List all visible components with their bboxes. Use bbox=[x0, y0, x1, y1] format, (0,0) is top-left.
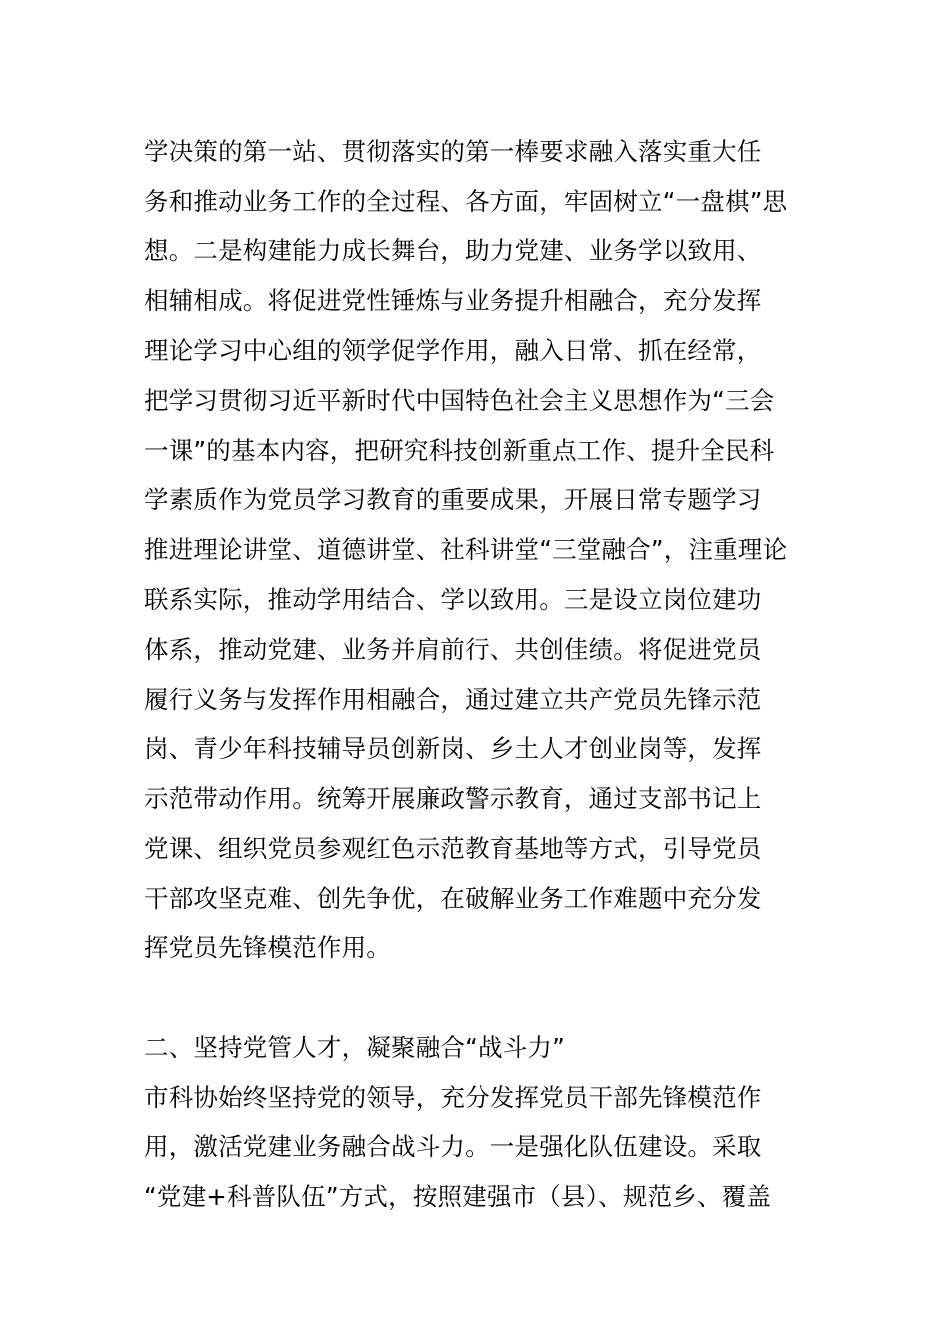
body-text-line: 学决策的第一站、贯彻落实的第一棒要求融入落实重大任 bbox=[144, 137, 762, 166]
body-text-line: 市科协始终坚持党的领导，充分发挥党员干部先锋模范作 bbox=[144, 1083, 762, 1112]
body-text-line: 把学习贯彻习近平新时代中国特色社会主义思想作为“三会 bbox=[144, 386, 775, 415]
body-text-line: 联系实际，推动学用结合、学以致用。三是设立岗位建功 bbox=[144, 585, 762, 614]
body-text-line: 干部攻坚克难、创先争优，在破解业务工作难题中充分发 bbox=[144, 884, 762, 913]
body-text-line: 挥党员先锋模范作用。 bbox=[144, 933, 391, 962]
body-text-line: 履行义务与发挥作用相融合，通过建立共产党员先锋示范 bbox=[144, 685, 762, 714]
body-text-line: 示范带动作用。统筹开展廉政警示教育，通过支部书记上 bbox=[144, 784, 762, 813]
body-text-line: 党课、组织党员参观红色示范教育基地等方式，引导党员 bbox=[144, 834, 762, 863]
body-text-line: 学素质作为党员学习教育的重要成果，开展日常专题学习 bbox=[144, 485, 762, 514]
body-text-line: 一课”的基本内容，把研究科技创新重点工作、提升全民科 bbox=[144, 436, 775, 465]
body-text-line: 用，激活党建业务融合战斗力。一是强化队伍建设。采取 bbox=[144, 1132, 762, 1161]
body-text-line: 推进理论讲堂、道德讲堂、社科讲堂“三堂融合”，注重理论 bbox=[144, 535, 788, 564]
body-text-line: “党建+科普队伍”方式，按照建强市（县）、规范乡、覆盖 bbox=[144, 1182, 772, 1211]
body-text-line: 务和推动业务工作的全过程、各方面，牢固树立“一盘棋”思 bbox=[144, 187, 788, 216]
body-text-line: 岗、青少年科技辅导员创新岗、乡土人才创业岗等，发挥 bbox=[144, 734, 762, 763]
body-text-line: 相辅相成。将促进党性锤炼与业务提升相融合，充分发挥 bbox=[144, 286, 762, 315]
body-text-line: 想。二是构建能力成长舞台，助力党建、业务学以致用、 bbox=[144, 236, 762, 265]
body-text-line: 体系，推动党建、业务并肩前行、共创佳绩。将促进党员 bbox=[144, 635, 762, 664]
section-heading: 二、坚持党管人才，凝聚融合“战斗力” bbox=[144, 1033, 565, 1062]
body-text-line: 理论学习中心组的领学促学作用，融入日常、抓在经常， bbox=[144, 336, 762, 365]
